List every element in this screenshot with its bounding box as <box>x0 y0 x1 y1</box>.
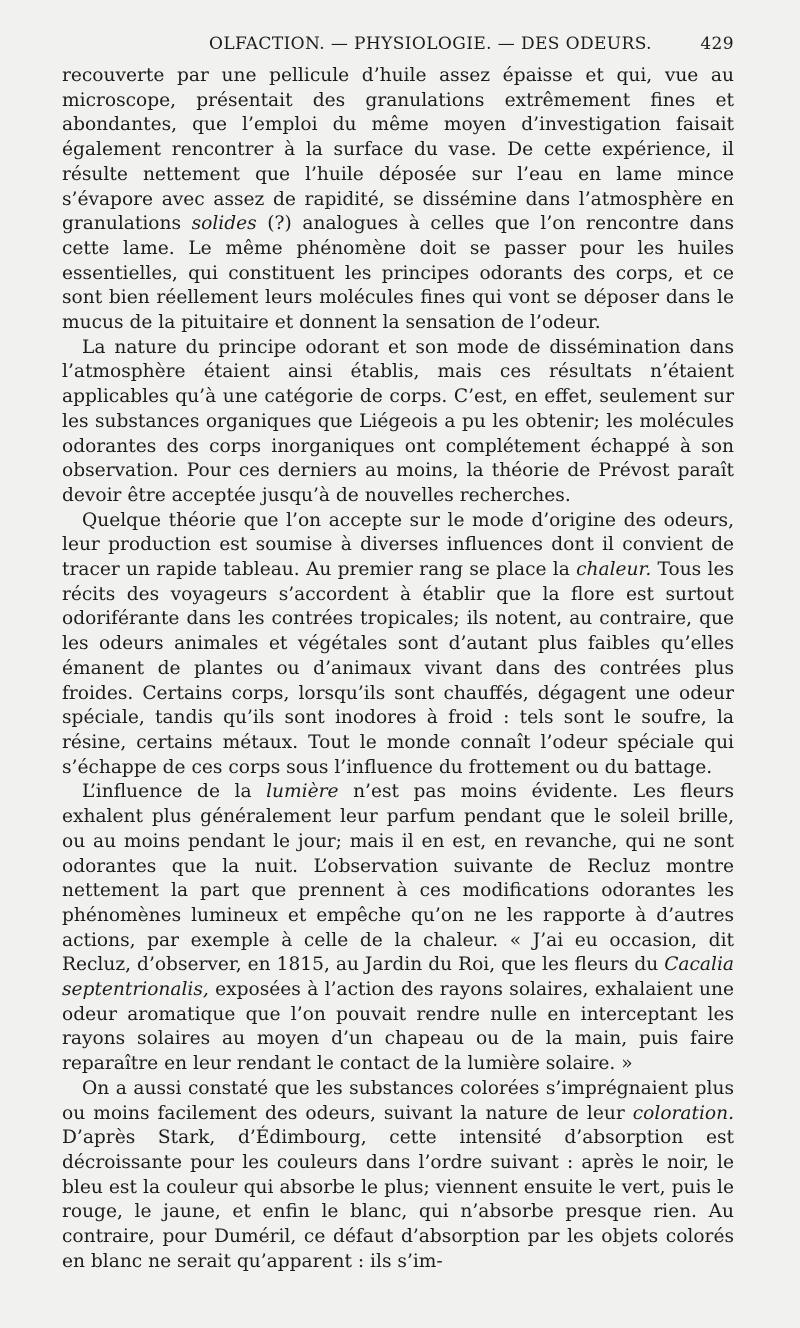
italic-term: chaleur. <box>576 559 652 581</box>
text-run: D’après Stark, d’Édimbourg, cette intensité d’absorption est décroissante pour les couleurs dans l’ordre suivant : après le noir, le bleu est la couleur qui absorbe le plus; viennent ensuite le vert, puis le rouge, le jaune, et enfin le blanc, qui n’absorbe presque rien. Au contraire, pour Duméril, ce défaut d’absorption par les objets colorés en blanc ne serait qu’apparent : ils s’im- <box>62 1127 734 1272</box>
running-title: OLFACTION. — PHYSIOLOGIE. — DES ODEURS. <box>209 34 652 54</box>
text-run: recouverte par une pellicule d’huile assez épaisse et qui, vue au microscope, présentait des granulations extrêmement fines et abondantes, que l’emploi du même moyen d’investigation faisait également rencontrer à la surface du vase. De cette expérience, il résulte nettement que l’huile déposée sur l’eau en lame mince s’évapore avec assez de rapidité, se dissémine dans l’atmosphère en granulations <box>62 65 734 235</box>
page-number: 429 <box>700 34 734 54</box>
paragraph-1 <box>62 64 734 336</box>
paragraph-4 <box>62 780 734 1076</box>
text-run: Tous les récits des voyageurs s’accordent à établir que la flore est surtout odoriférante dans les contrées tropicales; ils notent, au contraire, que les odeurs animales et végétales sont d’autant plus faibles qu’elles émanent de plantes ou d’animaux vivant dans des contrées plus froides. Certains corps, lorsqu’ils sont chauffés, dégagent une odeur spéciale, tandis qu’ils sont inodores à froid : tels sont le soufre, la résine, certains métaux. Tout le monde connaît l’odeur spéciale qui s’échappe de ces corps sous l’influence du frottement ou du battage. <box>62 559 734 778</box>
text-run: On a aussi constaté que les substances colorées s’imprégnaient plus ou moins facilement des odeurs, suivant la nature de leur <box>62 1077 734 1124</box>
text-run: Quelque théorie que l’on accepte sur le mode d’origine des odeurs, leur production est soumise à diverses influences dont il convient de tracer un rapide tableau. Au premier rang se place la <box>62 509 734 581</box>
text-run: La nature du principe odorant et son mode de dissémination dans l’atmosphère étaient ainsi établis, mais ces résultats n’étaient applicables qu’à une catégorie de corps. C’est, en effet, seulement sur les substances organiques que Liégeois a pu les obtenir; les molécules odorantes des corps inorganiques ont complétement échappé à son observation. Pour ces derniers au moins, la théorie de Prévost paraît devoir être acceptée jusqu’à de nouvelles recherches. <box>62 336 734 506</box>
text-run: exposées à l’action des rayons solaires, exhalaient une odeur aromatique que l’on pouvait rendre nulle en interceptant les rayons solaires au moyen d’un chapeau ou de la main, puis faire reparaître en leur rendant le contact de la lumière solaire. » <box>62 979 734 1075</box>
italic-term: coloration. <box>632 1102 734 1124</box>
body-text <box>62 64 734 1274</box>
text-run: L’influence de la <box>82 781 267 803</box>
italic-term: lumière <box>266 781 339 803</box>
text-run: n’est pas moins évidente. Les fleurs exhalent plus généralement leur parfum pendant que le soleil brille, ou au moins pendant le jour; mais il en est, en revanche, qui ne sont odorantes que la nuit. L’observation suivante de Recluz montre nettement la part que prennent à ces modifications odorantes les phénomènes lumineux et empêche qu’on ne les rapporte à d’autres actions, par exemple à celle de la chaleur. « J’ai eu occasion, dit Recluz, d’observer, en 1815, au Jardin du Roi, que les fleurs du <box>62 781 734 976</box>
text-run: (?) analogues à celles que l’on rencontre dans cette lame. Le même phénomène doit se passer pour les huiles essentielles, qui constituent les principes odorants des corps, et ce sont bien réellement leurs molécules fines qui vont se déposer dans le mucus de la pituitaire et donnent la sensation de l’odeur. <box>62 213 734 334</box>
running-header <box>64 30 734 60</box>
italic-term: solides <box>191 213 257 235</box>
paragraph-5 <box>62 1077 734 1275</box>
paragraph-2 <box>62 336 734 509</box>
italic-term: Cacalia septentrionalis, <box>62 954 734 1001</box>
paragraph-3 <box>62 509 734 781</box>
